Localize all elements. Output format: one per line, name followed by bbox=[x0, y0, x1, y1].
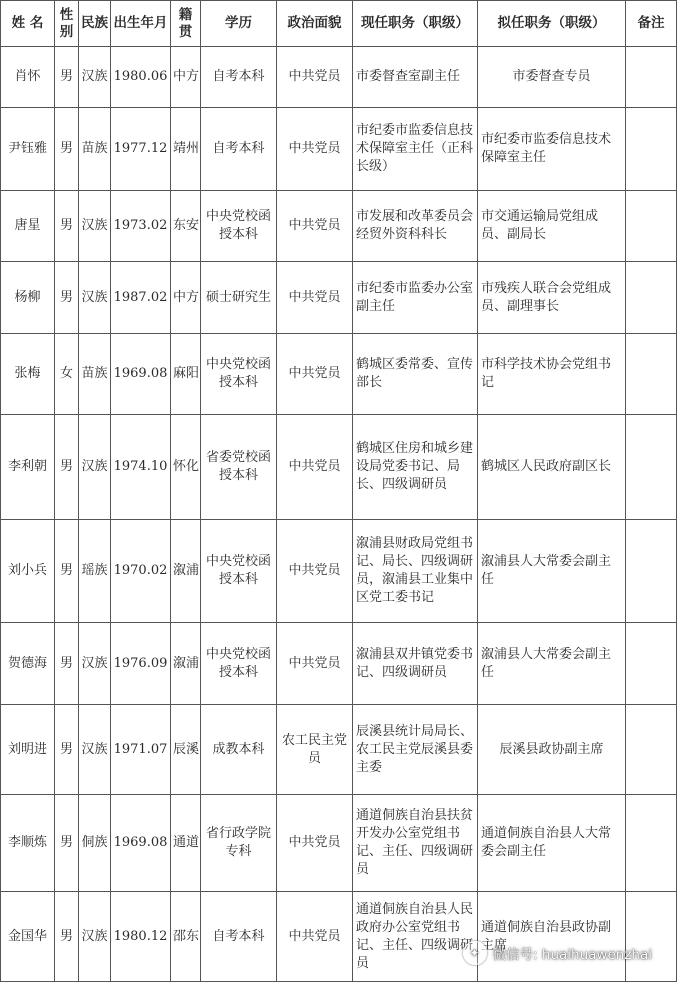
cell-current-post: 鹤城区委常委、宣传部长 bbox=[353, 334, 478, 415]
cell-political: 农工民主党员 bbox=[277, 705, 353, 795]
cell-gender: 男 bbox=[55, 262, 79, 334]
cell-ethnicity: 汉族 bbox=[79, 415, 111, 520]
header-origin: 籍贯 bbox=[171, 1, 201, 47]
cell-gender: 男 bbox=[55, 795, 79, 892]
cell-current-post: 市纪委市监委信息技术保障室主任（正科长级） bbox=[353, 108, 478, 191]
cell-education: 成教本科 bbox=[201, 705, 277, 795]
cell-proposed-post: 通道侗族自治县政协副主席 bbox=[478, 892, 626, 982]
cell-origin: 麻阳 bbox=[171, 334, 201, 415]
cell-gender: 男 bbox=[55, 47, 79, 108]
cell-birth: 1969.08 bbox=[111, 334, 171, 415]
cell-proposed-post: 市残疾人联合会党组成员、副理事长 bbox=[478, 262, 626, 334]
cell-remark bbox=[626, 415, 677, 520]
cell-name: 唐星 bbox=[1, 191, 55, 262]
cell-birth: 1969.08 bbox=[111, 795, 171, 892]
cell-remark bbox=[626, 795, 677, 892]
cell-remark bbox=[626, 47, 677, 108]
cell-education: 自考本科 bbox=[201, 108, 277, 191]
cell-political: 中共党员 bbox=[277, 623, 353, 705]
cell-origin: 靖州 bbox=[171, 108, 201, 191]
cell-current-post: 市发展和改革委员会经贸外资科科长 bbox=[353, 191, 478, 262]
cell-remark bbox=[626, 705, 677, 795]
table-row bbox=[1, 108, 677, 191]
cell-political: 中共党员 bbox=[277, 520, 353, 623]
cell-education: 省委党校函授本科 bbox=[201, 415, 277, 520]
cell-current-post: 市纪委市监委办公室副主任 bbox=[353, 262, 478, 334]
table-row bbox=[1, 334, 677, 415]
cell-birth: 1973.02 bbox=[111, 191, 171, 262]
cell-origin: 辰溪 bbox=[171, 705, 201, 795]
cell-remark bbox=[626, 108, 677, 191]
cell-education: 省行政学院专科 bbox=[201, 795, 277, 892]
cell-gender: 男 bbox=[55, 415, 79, 520]
cell-ethnicity: 苗族 bbox=[79, 108, 111, 191]
table-row bbox=[1, 892, 677, 982]
cell-ethnicity: 瑶族 bbox=[79, 520, 111, 623]
cell-current-post: 溆浦县财政局党组书记、局长、四级调研员，溆浦县工业集中区党工委书记 bbox=[353, 520, 478, 623]
cell-current-post: 辰溪县统计局局长、农工民主党辰溪县委主委 bbox=[353, 705, 478, 795]
cell-proposed-post: 溆浦县人大常委会副主任 bbox=[478, 623, 626, 705]
cell-birth: 1977.12 bbox=[111, 108, 171, 191]
table-row bbox=[1, 415, 677, 520]
cell-remark bbox=[626, 334, 677, 415]
cell-gender: 男 bbox=[55, 892, 79, 982]
cell-birth: 1987.02 bbox=[111, 262, 171, 334]
cell-name: 尹钰雅 bbox=[1, 108, 55, 191]
cell-ethnicity: 汉族 bbox=[79, 892, 111, 982]
table-row bbox=[1, 795, 677, 892]
table-row bbox=[1, 262, 677, 334]
cell-ethnicity: 侗族 bbox=[79, 795, 111, 892]
cell-birth: 1974.10 bbox=[111, 415, 171, 520]
cell-current-post: 溆浦县双井镇党委书记、四级调研员 bbox=[353, 623, 478, 705]
cell-name: 金国华 bbox=[1, 892, 55, 982]
cell-education: 中央党校函授本科 bbox=[201, 520, 277, 623]
cell-proposed-post: 溆浦县人大常委会副主任 bbox=[478, 520, 626, 623]
cell-remark bbox=[626, 262, 677, 334]
cell-ethnicity: 汉族 bbox=[79, 262, 111, 334]
cell-gender: 男 bbox=[55, 705, 79, 795]
cell-political: 中共党员 bbox=[277, 191, 353, 262]
cell-name: 杨柳 bbox=[1, 262, 55, 334]
cell-name: 李顺炼 bbox=[1, 795, 55, 892]
cell-political: 中共党员 bbox=[277, 892, 353, 982]
table-row bbox=[1, 191, 677, 262]
cell-ethnicity: 汉族 bbox=[79, 623, 111, 705]
cell-name: 李利朝 bbox=[1, 415, 55, 520]
cell-political: 中共党员 bbox=[277, 415, 353, 520]
header-name: 姓 名 bbox=[1, 1, 55, 47]
cell-origin: 中方 bbox=[171, 262, 201, 334]
watermark bbox=[463, 941, 652, 965]
cell-ethnicity: 苗族 bbox=[79, 334, 111, 415]
table-row bbox=[1, 705, 677, 795]
cell-gender: 男 bbox=[55, 520, 79, 623]
cell-name: 张梅 bbox=[1, 334, 55, 415]
cell-gender: 男 bbox=[55, 108, 79, 191]
header-current-post: 现任职务（职级） bbox=[353, 1, 478, 47]
wechat-icon: ✦ bbox=[463, 941, 487, 965]
header-gender: 性别 bbox=[55, 1, 79, 47]
cell-origin: 溆浦 bbox=[171, 623, 201, 705]
header-birth: 出生年月 bbox=[111, 1, 171, 47]
cell-birth: 1971.07 bbox=[111, 705, 171, 795]
cell-origin: 邵东 bbox=[171, 892, 201, 982]
cell-current-post: 市委督查室副主任 bbox=[353, 47, 478, 108]
cell-current-post: 鹤城区住房和城乡建设局党委书记、局长、四级调研员 bbox=[353, 415, 478, 520]
cell-proposed-post: 市纪委市监委信息技术保障室主任 bbox=[478, 108, 626, 191]
cell-political: 中共党员 bbox=[277, 795, 353, 892]
cell-education: 硕士研究生 bbox=[201, 262, 277, 334]
cell-name: 刘小兵 bbox=[1, 520, 55, 623]
cell-education: 中央党校函授本科 bbox=[201, 334, 277, 415]
header-education: 学历 bbox=[201, 1, 277, 47]
cell-education: 自考本科 bbox=[201, 47, 277, 108]
cell-remark bbox=[626, 520, 677, 623]
cell-proposed-post: 市委督查专员 bbox=[478, 47, 626, 108]
cell-birth: 1970.02 bbox=[111, 520, 171, 623]
cell-origin: 怀化 bbox=[171, 415, 201, 520]
table-row bbox=[1, 47, 677, 108]
cell-proposed-post: 市交通运输局党组成员、副局长 bbox=[478, 191, 626, 262]
cell-ethnicity: 汉族 bbox=[79, 191, 111, 262]
cell-ethnicity: 汉族 bbox=[79, 705, 111, 795]
header-ethnicity: 民族 bbox=[79, 1, 111, 47]
cell-name: 贺德海 bbox=[1, 623, 55, 705]
cell-origin: 通道 bbox=[171, 795, 201, 892]
cell-birth: 1980.06 bbox=[111, 47, 171, 108]
cell-proposed-post: 辰溪县政协副主席 bbox=[478, 705, 626, 795]
cell-political: 中共党员 bbox=[277, 262, 353, 334]
cell-current-post: 通道侗族自治县人民政府办公室党组书记、主任、四级调研员 bbox=[353, 892, 478, 982]
cell-education: 自考本科 bbox=[201, 892, 277, 982]
cell-proposed-post: 市科学技术协会党组书记 bbox=[478, 334, 626, 415]
cell-current-post: 通道侗族自治县扶贫开发办公室党组书记、主任、四级调研员 bbox=[353, 795, 478, 892]
cell-origin: 东安 bbox=[171, 191, 201, 262]
cell-name: 肖怀 bbox=[1, 47, 55, 108]
cell-education: 中央党校函授本科 bbox=[201, 623, 277, 705]
watermark-text: 微信号: huaihuawenzhai bbox=[492, 947, 652, 963]
header-proposed-post: 拟任职务（职级） bbox=[478, 1, 626, 47]
cell-political: 中共党员 bbox=[277, 47, 353, 108]
cell-proposed-post: 通道侗族自治县人大常委会副主任 bbox=[478, 795, 626, 892]
cell-origin: 中方 bbox=[171, 47, 201, 108]
cell-remark bbox=[626, 623, 677, 705]
header-political: 政治面貌 bbox=[277, 1, 353, 47]
cell-proposed-post: 鹤城区人民政府副区长 bbox=[478, 415, 626, 520]
header-row bbox=[1, 1, 677, 47]
cell-remark bbox=[626, 191, 677, 262]
cell-name: 刘明进 bbox=[1, 705, 55, 795]
table-row bbox=[1, 520, 677, 623]
cell-birth: 1976.09 bbox=[111, 623, 171, 705]
cell-ethnicity: 汉族 bbox=[79, 47, 111, 108]
header-remark: 备注 bbox=[626, 1, 677, 47]
cell-birth: 1980.12 bbox=[111, 892, 171, 982]
cell-gender: 男 bbox=[55, 623, 79, 705]
cell-gender: 女 bbox=[55, 334, 79, 415]
table-row bbox=[1, 623, 677, 705]
cell-remark bbox=[626, 892, 677, 982]
cell-gender: 男 bbox=[55, 191, 79, 262]
cell-political: 中共党员 bbox=[277, 334, 353, 415]
cell-education: 中央党校函授本科 bbox=[201, 191, 277, 262]
cell-political: 中共党员 bbox=[277, 108, 353, 191]
cell-origin: 溆浦 bbox=[171, 520, 201, 623]
